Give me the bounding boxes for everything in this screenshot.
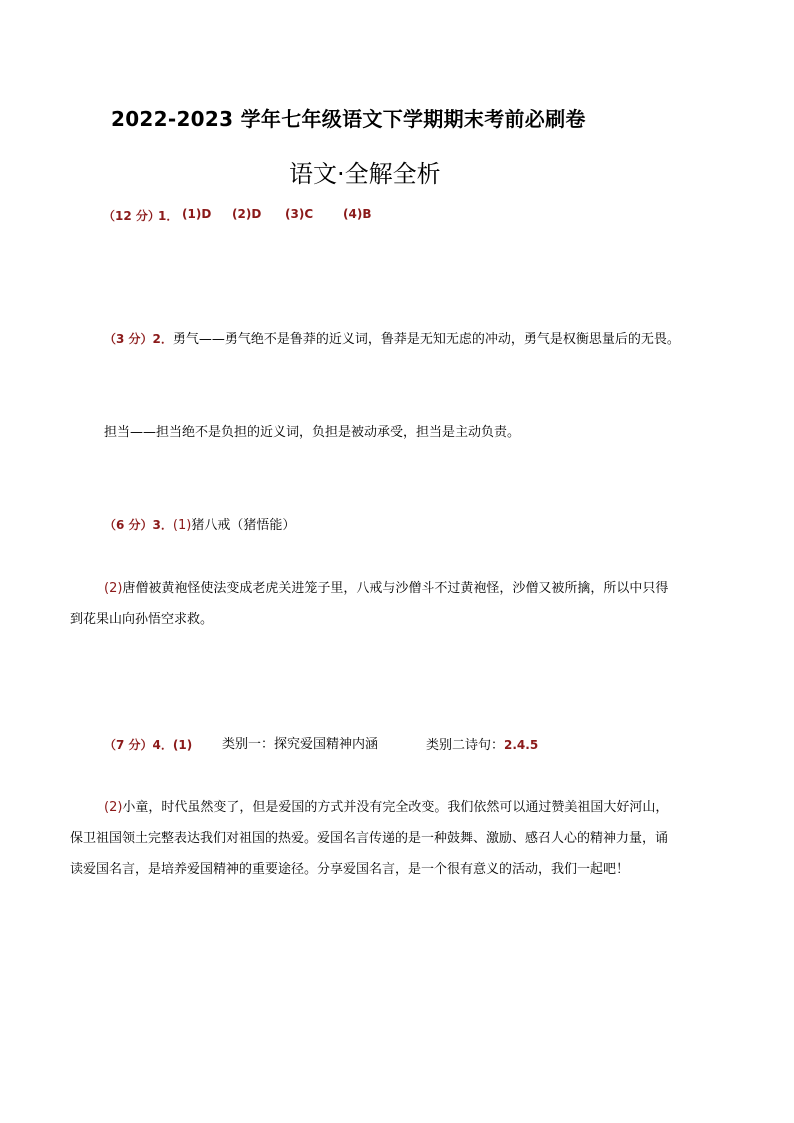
q3-score: （6 分） [104, 518, 153, 532]
q4-part-1 [104, 735, 192, 756]
q3-part2-text: 唐僧被黄袍怪使法变成老虎关进笼子里，八戒与沙僧斗不过黄袍怪，沙僧又被所擒，所以中只得到花果山向孙悟空求救。 [70, 581, 669, 627]
q3-part-1 [70, 510, 680, 541]
q4-category-2-value: 2.4.5 [504, 738, 539, 752]
q4-category-2 [426, 735, 538, 756]
q4-category-2-label: 类别二诗句： [426, 738, 505, 753]
q4-part2-marker: (2) [104, 800, 123, 815]
q1-answer-4: (4)B [343, 207, 372, 221]
q2-number: 2． [152, 332, 173, 346]
q3-part2-marker: (2) [104, 581, 123, 596]
q2-score: （3 分） [104, 332, 153, 346]
q3-part1-text: 猪八戒（猪悟能） [191, 518, 296, 533]
q3-part-2 [70, 573, 680, 635]
q3-part1-marker: (1) [172, 518, 192, 533]
document-subtitle: 语文·全解全析 [289, 160, 441, 188]
q2-text-1: 勇气——勇气绝不是鲁莽的近义词，鲁莽是无知无虑的冲动，勇气是权衡思量后的无畏。 [172, 332, 680, 347]
document-title: 2022-2023 学年七年级语文下学期期末考前必刷卷 [111, 107, 586, 131]
q4-part1-marker: (1) [172, 738, 193, 752]
q2-answer-2 [70, 417, 680, 448]
q1-answer-3: (3)C [285, 207, 314, 221]
q2-answer-1 [70, 324, 680, 355]
q1-number: 1． [158, 209, 179, 223]
q1-answer-2: (2)D [232, 207, 262, 221]
q4-part-2 [70, 792, 680, 885]
q4-category-1: 类别一：探究爱国精神内涵 [222, 737, 379, 752]
q2-text-2: 担当——担当绝不是负担的近义词，负担是被动承受，担当是主动负责。 [104, 425, 521, 440]
q1-answer-1: (1)D [182, 207, 212, 221]
q4-number: 4． [152, 738, 173, 752]
q3-number: 3． [152, 518, 173, 532]
q4-part2-text: 小童，时代虽然变了，但是爱国的方式并没有完全改变。我们依然可以通过赞美祖国大好河山，保卫祖国领土完整表达我们对祖国的热爱。爱国名言传递的是一种鼓舞、激励、感召人心的精神力量，诵读爱国名言，是培养爱国精神的重要途径。分享爱国名言，是一个很有意义的活动，我们一起吧！ [70, 800, 669, 877]
q1-score: （12 分） [103, 209, 160, 223]
q4-score: （7 分） [104, 738, 153, 752]
